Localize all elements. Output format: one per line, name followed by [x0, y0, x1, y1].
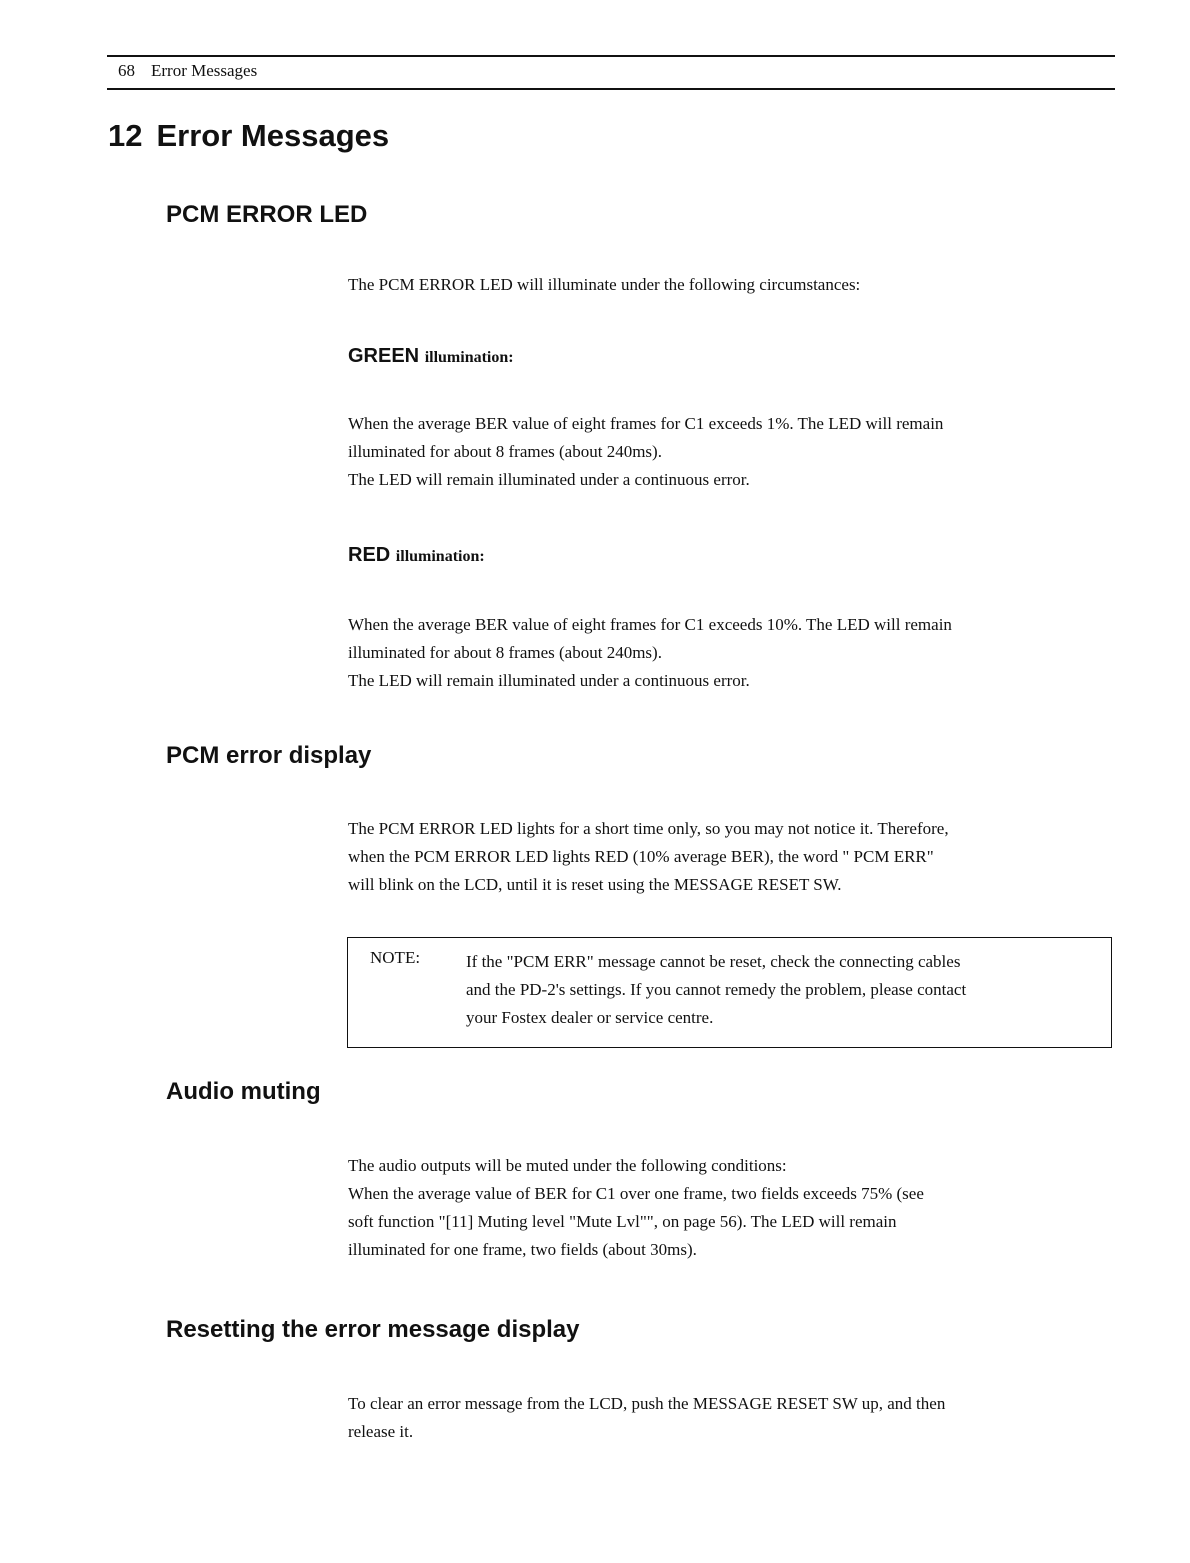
red-paragraph: [348, 611, 1118, 695]
text-line: illuminated for about 8 frames (about 240ms).: [348, 643, 662, 662]
chapter-number: 12: [108, 118, 143, 153]
text-line: soft function "[11] Muting level "Mute Lvl"", on page 56). The LED will remain: [348, 1212, 897, 1231]
heading-audio-muting: Audio muting: [166, 1078, 321, 1105]
pcm-led-intro: [348, 271, 1118, 299]
text-line: When the average value of BER for C1 over one frame, two fields exceeds 75% (see: [348, 1184, 924, 1203]
heading-pcm-error-led: PCM ERROR LED: [166, 201, 368, 228]
audio-muting-paragraph: [348, 1152, 1118, 1264]
note-label: NOTE:: [370, 948, 421, 967]
text-line: When the average BER value of eight frames for C1 exceeds 10%. The LED will remain: [348, 615, 952, 634]
note-box: [347, 937, 1112, 1048]
running-title: Error Messages: [151, 61, 258, 80]
green-paragraph: [348, 410, 1118, 494]
text-line: will blink on the LCD, until it is reset using the MESSAGE RESET SW.: [348, 875, 842, 894]
heading-resetting: Resetting the error message display: [166, 1316, 580, 1343]
text-line: The PCM ERROR LED lights for a short time only, so you may not notice it. Therefore,: [348, 819, 949, 838]
text-line: illuminated for about 8 frames (about 240ms).: [348, 442, 662, 461]
note-text: [466, 948, 966, 1032]
text-line: The LED will remain illuminated under a continuous error.: [348, 470, 750, 489]
text-line: your Fostex dealer or service centre.: [466, 1008, 714, 1027]
pcm-error-display-paragraph: [348, 815, 1118, 899]
heading-pcm-error-display: PCM error display: [166, 742, 372, 769]
red-label-suffix: illumination:: [395, 548, 485, 565]
red-label: RED: [348, 544, 391, 566]
text-line: when the PCM ERROR LED lights RED (10% average BER), the word " PCM ERR": [348, 847, 934, 866]
text-line: When the average BER value of eight frames for C1 exceeds 1%. The LED will remain: [348, 414, 944, 433]
pcm-led-intro-text: The PCM ERROR LED will illuminate under the following circumstances:: [348, 275, 861, 294]
page-number: 68: [118, 61, 135, 80]
text-line: If the "PCM ERR" message cannot be reset, check the connecting cables: [466, 952, 961, 971]
text-line: The LED will remain illuminated under a continuous error.: [348, 671, 750, 690]
text-line: illuminated for one frame, two fields (about 30ms).: [348, 1240, 697, 1259]
header-rule-top: [107, 55, 1115, 57]
resetting-paragraph: [348, 1390, 1118, 1446]
chapter-title-text: Error Messages: [156, 118, 390, 153]
header-rule-bottom: [107, 88, 1115, 90]
chapter-title: [108, 118, 389, 154]
text-line: The audio outputs will be muted under the following conditions:: [348, 1156, 787, 1175]
text-line: and the PD-2's settings. If you cannot remedy the problem, please contact: [466, 980, 967, 999]
green-label-suffix: illumination:: [424, 349, 514, 366]
text-line: release it.: [348, 1422, 414, 1441]
running-header: [118, 61, 257, 81]
green-label: GREEN: [348, 345, 420, 367]
heading-red-illumination: [348, 544, 485, 567]
heading-green-illumination: [348, 345, 514, 368]
text-line: To clear an error message from the LCD, push the MESSAGE RESET SW up, and then: [348, 1394, 946, 1413]
